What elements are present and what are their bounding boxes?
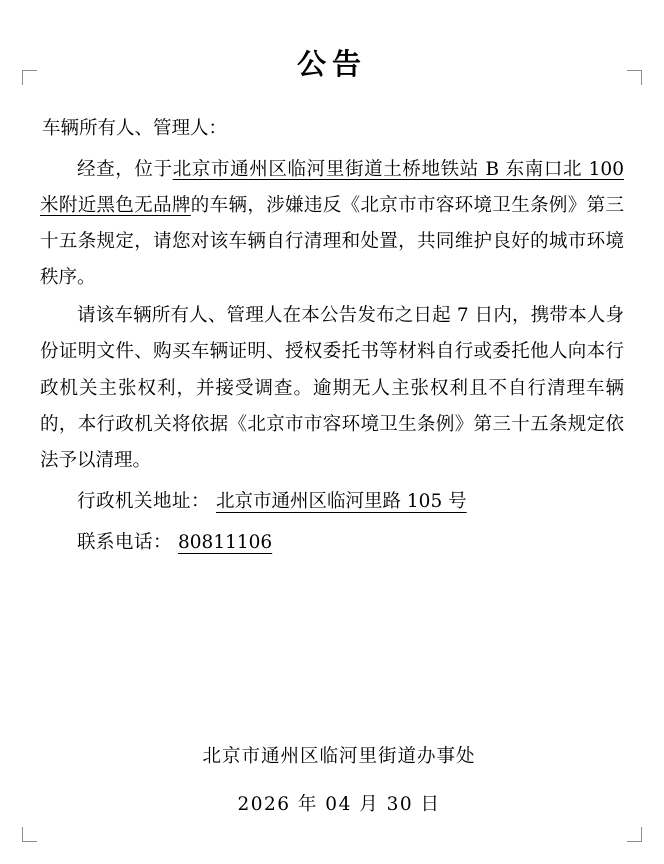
page-title: 公告 xyxy=(296,47,367,81)
vehicle-location-underlined: 北京市通州区临河里街道土桥地铁站 B 东南口北 100 米附近黑色无品牌 xyxy=(40,159,624,217)
field-contact-phone-label: 联系电话： xyxy=(77,531,173,553)
field-agency-address xyxy=(40,483,624,520)
field-agency-address-value: 北京市通州区临河里路 105 号 xyxy=(216,490,467,512)
paragraph-claim-notice: 请该车辆所有人、管理人在本公告发布之日起 7 日内，携带本人身份证明文件、购买车辆证明、授权委托书等材料自行或委托他人向本行政机关主张权利，并接受调查。逾期无人主张权利且不自行清理车辆的，本行政机关将依据《北京市市容环境卫生条例》第三十五条规定依法予以清理。 xyxy=(40,305,624,471)
signature-block xyxy=(0,742,664,816)
document-page xyxy=(0,42,664,864)
salutation: 车辆所有人、管理人： xyxy=(42,118,228,139)
paragraph1-rest: 的车辆，涉嫌违反《北京市市容环境卫生条例》第三十五条规定，请您对该车辆自行清理和处置，共同维护良好的城市环境秩序。 xyxy=(40,195,624,289)
page-corner-bottom-left xyxy=(22,827,37,842)
paragraph-investigation xyxy=(40,152,624,296)
page-corner-top-right xyxy=(627,70,642,85)
issue-date: 2026 年 04 月 30 日 xyxy=(237,794,441,815)
paragraph1-lead: 经查，位于 xyxy=(77,159,173,181)
field-contact-phone xyxy=(40,524,624,561)
page-corner-top-left xyxy=(22,70,37,85)
page-corner-bottom-right xyxy=(627,827,642,842)
field-agency-address-label: 行政机关地址： xyxy=(77,490,211,512)
field-contact-phone-value: 80811106 xyxy=(178,531,273,553)
issuing-organization: 北京市通州区临河里街道办事处 xyxy=(202,746,476,767)
